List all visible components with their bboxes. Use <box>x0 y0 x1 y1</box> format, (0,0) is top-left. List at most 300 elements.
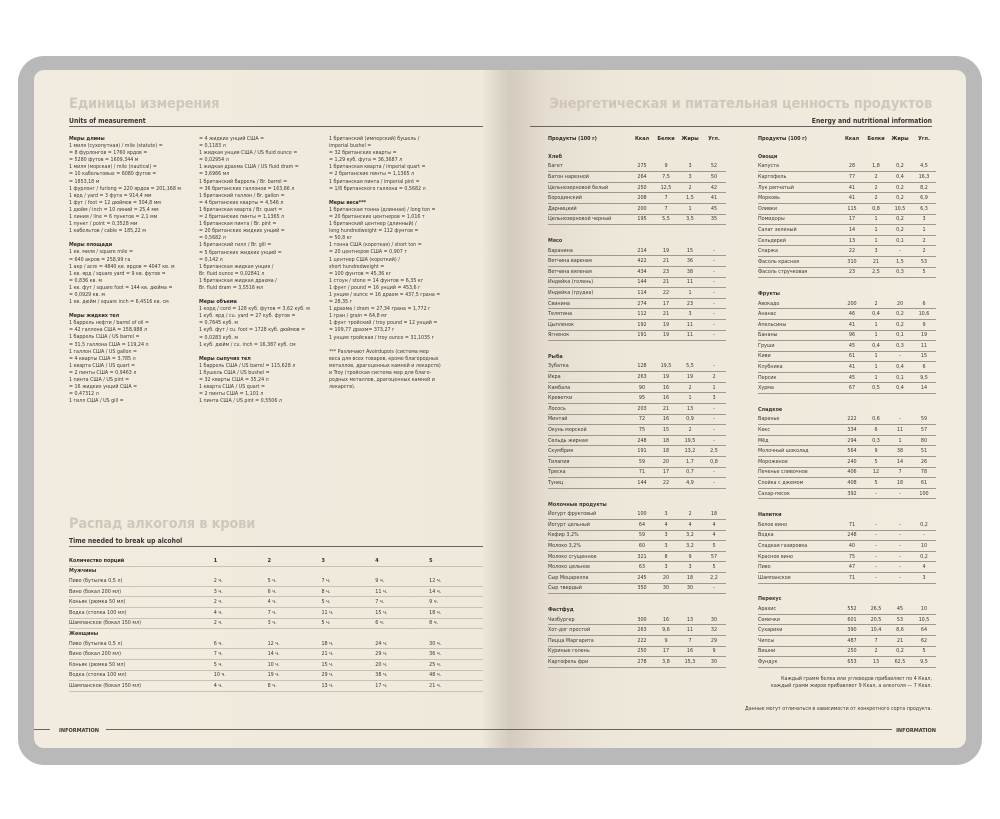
value-cell: 434 <box>630 266 654 277</box>
conversion-line: 1 британский галлон / Br. gallon = <box>199 192 285 199</box>
value-cell: 3 <box>654 509 678 519</box>
value-cell: 23 <box>678 298 702 309</box>
nutrition-table-right <box>758 130 936 668</box>
value-cell: 222 <box>840 415 864 425</box>
value-cell: 3 <box>654 530 678 541</box>
conversion-line: 1 центнер США (короткий) / <box>329 256 400 263</box>
nutrition-note <box>771 676 932 690</box>
value-cell: 20 <box>654 457 678 468</box>
value-cell: 23 <box>654 266 678 277</box>
table-row <box>548 446 726 457</box>
hours-cell: 7 ч. <box>268 607 322 618</box>
product-name: Цыпленок <box>548 319 630 330</box>
value-cell: 2 <box>702 372 726 383</box>
group-label: Рыба <box>548 353 563 360</box>
conversion-line: 1 британская пинта / Br. pint = <box>199 221 277 228</box>
hours-cell: 6 ч. <box>375 618 429 629</box>
value-cell: 200 <box>840 299 864 309</box>
product-name: Клубника <box>758 362 840 373</box>
spacer <box>69 306 209 313</box>
value-cell: 90 <box>630 382 654 393</box>
product-name: Киви <box>758 351 840 362</box>
value-cell: 38 <box>888 446 912 457</box>
value-cell: 9 <box>654 635 678 646</box>
table-row <box>69 618 483 629</box>
drink-name: Вино (бокал 200 мл) <box>69 649 214 660</box>
value-cell: 29 <box>702 635 726 646</box>
value-cell: 2 <box>912 246 936 257</box>
table-row <box>758 572 936 583</box>
conversion-line: 1 кварта США / US quart = <box>69 362 136 369</box>
value-cell: 390 <box>840 625 864 636</box>
hours-cell: 21 ч. <box>429 681 483 692</box>
value-cell: 10 <box>912 541 936 552</box>
column-header: 5 <box>429 556 483 566</box>
value-cell: - <box>702 288 726 299</box>
conversion-line: 1 кабельтов / cable = 185,22 м <box>69 228 146 235</box>
value-cell: 7 <box>678 635 702 646</box>
table-row <box>758 372 936 383</box>
table-row <box>758 299 936 309</box>
product-name: Печенье сливочное <box>758 467 840 478</box>
group-row <box>758 591 936 605</box>
hours-cell: 4 ч. <box>214 681 268 692</box>
value-cell: 392 <box>840 488 864 499</box>
conversion-line: = 0,1183 л <box>199 143 226 150</box>
product-name: Пиво <box>758 562 840 573</box>
product-name: Картофель фри <box>548 657 630 668</box>
conversion-line: = 640 акров = 258,99 га <box>69 256 131 263</box>
product-name: Йогурт цельный <box>548 520 630 531</box>
value-cell: 3 <box>702 393 726 404</box>
value-cell: 52 <box>702 162 726 172</box>
note-line-1: Каждый грамм белка или углеводов прибавляет по 4 Ккал, <box>781 676 932 682</box>
value-cell: 13 <box>678 615 702 625</box>
value-cell: 22 <box>840 246 864 257</box>
table-row <box>548 330 726 341</box>
product-name: Сладкая газировка <box>758 541 840 552</box>
value-cell: 144 <box>630 478 654 489</box>
column-header: 2 <box>268 556 322 566</box>
value-cell: 248 <box>840 530 864 541</box>
value-cell: 10 <box>912 604 936 614</box>
group-row <box>758 285 936 299</box>
value-cell: 3 <box>864 246 888 257</box>
conversion-line: 1 куб. дюйм / cu. inch = 16,387 куб. см <box>199 341 296 348</box>
table-row <box>548 414 726 425</box>
product-name: Тилапия <box>548 457 630 468</box>
table-row <box>548 625 726 636</box>
table-row <box>758 646 936 657</box>
units-title: Единицы измерения <box>69 96 220 112</box>
table-row <box>758 235 936 246</box>
units-column-3 <box>329 136 479 391</box>
value-cell: 42 <box>702 182 726 193</box>
value-cell: 0,4 <box>888 172 912 183</box>
group-row <box>548 601 726 615</box>
value-cell: 2,5 <box>702 446 726 457</box>
value-cell: 63 <box>630 562 654 573</box>
hours-cell: 48 ч. <box>429 670 483 681</box>
product-name: Свинина <box>548 298 630 309</box>
conversion-line: 1 баррель нефти / barrel of oil = <box>69 320 149 327</box>
value-cell: 41 <box>840 362 864 373</box>
value-cell: 334 <box>840 425 864 436</box>
value-cell: 248 <box>630 435 654 446</box>
table-row <box>548 362 726 372</box>
table-row <box>548 572 726 583</box>
value-cell: 9 <box>678 551 702 562</box>
value-cell: 13,2 <box>678 446 702 457</box>
product-name: Груши <box>758 341 840 352</box>
table-row <box>758 172 936 183</box>
value-cell: 3 <box>912 572 936 583</box>
conversion-line: 1 фунт / pound = 16 унций = 453,6 г <box>329 284 421 291</box>
table-row <box>758 256 936 267</box>
value-cell: - <box>864 520 888 530</box>
conversion-line: 1 британский центнер (длинный) / <box>329 221 417 228</box>
value-cell: 9,6 <box>654 625 678 636</box>
conversion-line: 1 корд / cord = 128 куб. футов = 3,62 куб. м <box>199 306 310 313</box>
value-cell: 72 <box>630 414 654 425</box>
value-cell: 3 <box>678 309 702 320</box>
value-cell: 3 <box>678 562 702 573</box>
table-row <box>758 351 936 362</box>
conversion-line: 1 британская кварта / imperial quart = <box>329 164 426 171</box>
value-cell: 19,5 <box>678 435 702 446</box>
value-cell: 3,2 <box>678 541 702 552</box>
group-spacer <box>548 594 726 602</box>
value-cell: 222 <box>630 635 654 646</box>
conversion-line: 1 миля (сухопутная) / mile (statute) = <box>69 143 163 150</box>
value-cell: 3 <box>654 541 678 552</box>
drink-name: Коньяк (рюмка 50 мл) <box>69 659 214 670</box>
table-row <box>548 203 726 214</box>
product-name: Камбала <box>548 382 630 393</box>
value-cell: 310 <box>840 256 864 267</box>
table-row <box>758 162 936 172</box>
column-header: 1 <box>214 556 268 566</box>
value-cell: 4 <box>678 520 702 531</box>
section-heading: Меры длины <box>69 136 105 142</box>
table-row <box>548 309 726 320</box>
product-name: Лосось <box>548 404 630 415</box>
conversion-line: = 109,77 драхм= 373,27 г <box>329 327 395 334</box>
hours-cell: 7 ч. <box>375 597 429 608</box>
product-name: Вишни <box>758 646 840 657</box>
table-row <box>758 225 936 236</box>
spacer-cell <box>548 341 726 349</box>
hours-cell: 30 ч. <box>429 639 483 649</box>
value-cell: - <box>702 435 726 446</box>
table-row <box>69 659 483 670</box>
value-cell: 4,5 <box>912 162 936 172</box>
table-row <box>548 509 726 519</box>
value-cell: 53 <box>912 256 936 267</box>
conversion-line: 1 унция / ounce = 16 драхм = 437,5 грана = <box>329 291 441 298</box>
value-cell: 4 <box>702 530 726 541</box>
product-name: Индейка (грудка) <box>548 288 630 299</box>
conversion-line: = 50,8 кг <box>329 235 353 242</box>
value-cell: 62 <box>912 635 936 646</box>
conversion-line: 1 гран / grain = 64,8 мг <box>329 313 388 320</box>
value-cell: 1 <box>678 288 702 299</box>
alcohol-subtitle: Time needed to break up alcohol <box>69 537 183 545</box>
table-row <box>758 309 936 320</box>
table-row <box>548 657 726 668</box>
column-header: Количество порций <box>69 556 214 566</box>
value-cell: 3 <box>912 214 936 225</box>
spacer-cell <box>548 225 726 233</box>
value-cell: 601 <box>840 614 864 625</box>
hours-cell: 8 ч. <box>268 681 322 692</box>
table-row <box>548 541 726 552</box>
units-column-2 <box>199 136 339 405</box>
product-name: Сельдерей <box>758 235 840 246</box>
table-row <box>758 362 936 373</box>
value-cell: 13 <box>864 657 888 668</box>
table-row <box>758 478 936 489</box>
value-cell: 7,5 <box>654 172 678 183</box>
table-row <box>548 467 726 478</box>
product-name: Куриные голень <box>548 646 630 657</box>
value-cell: 1,5 <box>678 193 702 204</box>
conversion-line: и Troy (тройская система мер для благо- <box>329 369 432 376</box>
value-cell: 9 <box>912 319 936 330</box>
alcohol-rule <box>69 546 483 547</box>
product-name: Сыр Моцарелла <box>548 572 630 583</box>
value-cell: 2 <box>678 382 702 393</box>
value-cell: 77 <box>840 172 864 183</box>
group-row <box>548 148 726 162</box>
hours-cell: 19 ч. <box>268 670 322 681</box>
product-name: Белое вино <box>758 520 840 530</box>
conversion-line: = 0,47312 л <box>69 391 99 398</box>
product-name: Морковь <box>758 193 840 204</box>
product-name: Зубатка <box>548 362 630 372</box>
product-name: Молоко цельное <box>548 562 630 573</box>
table-row <box>548 457 726 468</box>
table-row <box>69 607 483 618</box>
table-row <box>69 649 483 660</box>
table-row <box>758 341 936 352</box>
drink-name: Шампанское (бокал 150 мл) <box>69 681 214 692</box>
table-row <box>548 288 726 299</box>
conversion-line: = 1/8 британского галлона = 0,5682 л <box>329 185 426 192</box>
conversion-line: 1 кв. дюйм / square inch = 6,4516 кв. см <box>69 299 169 306</box>
product-name: Треска <box>548 467 630 478</box>
value-cell: - <box>912 530 936 541</box>
hours-cell: 38 ч. <box>375 670 429 681</box>
value-cell: 0,2 <box>888 214 912 225</box>
value-cell: 200 <box>630 203 654 214</box>
product-name: Спаржа <box>758 246 840 257</box>
product-name: Помидоры <box>758 214 840 225</box>
value-cell: 10,5 <box>912 614 936 625</box>
value-cell: 11 <box>888 425 912 436</box>
value-cell: - <box>864 488 888 499</box>
value-cell: 40 <box>840 541 864 552</box>
drink-name: Водка (стопка 100 мл) <box>69 607 214 618</box>
value-cell: 6 <box>912 362 936 373</box>
hours-cell: 20 ч. <box>375 659 429 670</box>
product-name: Хот-дог простой <box>548 625 630 636</box>
group-spacer <box>548 225 726 233</box>
group-row <box>548 232 726 246</box>
conversion-line: 1 куб. фут / cu. foot = 1728 куб. дюймов = <box>199 327 306 334</box>
value-cell: - <box>864 530 888 541</box>
value-cell: 11 <box>678 277 702 288</box>
table-row <box>69 597 483 608</box>
nutrition-table-left <box>548 130 726 668</box>
conversion-line: = 32 британских кварты = <box>329 150 397 157</box>
value-cell: 20 <box>654 572 678 583</box>
value-cell: 19,5 <box>654 362 678 372</box>
value-cell: 21 <box>864 256 888 267</box>
conversion-line: 1 британская кварта / Br. quart = <box>199 206 283 213</box>
value-cell: 71 <box>840 520 864 530</box>
value-cell: 21 <box>888 635 912 646</box>
value-cell: 26 <box>912 457 936 468</box>
column-header: Жиры <box>681 136 699 142</box>
product-name: Салат зеленый <box>758 225 840 236</box>
conversion-line: 1 британский (имперский) бушель / <box>329 136 420 142</box>
table-row <box>758 425 936 436</box>
product-name: Индейка (голень) <box>548 277 630 288</box>
value-cell: 14 <box>840 225 864 236</box>
conversion-line: = 10 кабельтовых = 6080 футов = <box>69 171 157 178</box>
value-cell: 406 <box>840 467 864 478</box>
table-row <box>758 457 936 468</box>
value-cell: 57 <box>912 425 936 436</box>
value-cell: 8,2 <box>912 182 936 193</box>
value-cell: 19 <box>654 372 678 383</box>
value-cell: 75 <box>630 425 654 436</box>
value-cell: - <box>702 277 726 288</box>
hours-cell: 9 ч. <box>375 576 429 586</box>
value-cell: 21 <box>654 404 678 415</box>
conversion-line: = 20 британских центнеров = 1,016 т <box>329 213 425 220</box>
value-cell: 1 <box>678 393 702 404</box>
table-row <box>758 604 936 614</box>
column-header: Продукты (100 г) <box>548 136 597 142</box>
hours-cell: 13 ч. <box>321 681 375 692</box>
group-row <box>69 566 483 576</box>
value-cell: 191 <box>630 330 654 341</box>
table-row <box>69 576 483 586</box>
table-row <box>758 614 936 625</box>
table-row <box>548 162 726 172</box>
value-cell: 16 <box>678 646 702 657</box>
value-cell: 7 <box>654 203 678 214</box>
table-row <box>548 520 726 531</box>
nutrition-title: Энергетическая и питательная ценность продуктов <box>549 96 932 112</box>
value-cell: 19 <box>912 330 936 341</box>
group-label: Мясо <box>548 237 563 244</box>
value-cell: 36 <box>678 256 702 267</box>
value-cell: 18 <box>888 478 912 489</box>
value-cell: 20,5 <box>864 614 888 625</box>
value-cell: 1 <box>864 225 888 236</box>
group-label: Молочные продукты <box>548 501 607 508</box>
conversion-line: 1 пункт / point = 0,3528 мм <box>69 221 138 228</box>
spacer <box>329 342 479 349</box>
value-cell: - <box>888 246 912 257</box>
value-cell: - <box>702 425 726 436</box>
value-cell: 18 <box>702 509 726 519</box>
value-cell: 3,8 <box>654 657 678 668</box>
value-cell: 1,8 <box>864 162 888 172</box>
table-row <box>758 551 936 562</box>
product-name: Икра <box>548 372 630 383</box>
product-name: Цельнозерновой белый <box>548 182 630 193</box>
column-header: Ккал <box>634 136 650 142</box>
hours-cell: 9 ч. <box>429 597 483 608</box>
hours-cell: 14 ч. <box>268 649 322 660</box>
table-row <box>548 404 726 415</box>
value-cell: 0,2 <box>912 551 936 562</box>
value-cell: 60 <box>630 541 654 552</box>
value-cell: 53 <box>888 614 912 625</box>
group-row <box>548 348 726 362</box>
table-row <box>548 615 726 625</box>
value-cell: 17 <box>654 467 678 478</box>
value-cell: - <box>888 572 912 583</box>
value-cell: 64 <box>630 520 654 531</box>
spacer-cell <box>758 583 936 591</box>
value-cell: 0,7 <box>678 467 702 478</box>
spacer-cell <box>758 499 936 507</box>
value-cell: 19 <box>678 372 702 383</box>
value-cell: 10,5 <box>888 203 912 214</box>
left-page <box>34 70 500 748</box>
value-cell: 75 <box>840 551 864 562</box>
conversion-line: 1 миля (морская) / mile (nautical) = <box>69 164 157 171</box>
value-cell: 11 <box>912 341 936 352</box>
value-cell: 300 <box>630 615 654 625</box>
group-row <box>548 496 726 510</box>
conversion-line: 1 кварта США / US quart = <box>199 384 266 391</box>
group-spacer <box>548 488 726 496</box>
table-row <box>548 646 726 657</box>
conversion-line: = 20 британских жидких унций = <box>199 228 285 235</box>
value-cell: 57 <box>702 551 726 562</box>
product-name: Семечки <box>758 614 840 625</box>
value-cell: 10,4 <box>864 625 888 636</box>
group-label: Сладкое <box>758 406 783 413</box>
value-cell: 9 <box>654 162 678 172</box>
product-name: Йогурт фруктовый <box>548 509 630 519</box>
value-cell: 1 <box>864 319 888 330</box>
column-header: 4 <box>375 556 429 566</box>
product-name: Фасоль стручковая <box>758 267 840 278</box>
value-cell: 5 <box>702 562 726 573</box>
column-header: Продукты (100 г) <box>758 136 807 142</box>
hours-cell: 5 ч. <box>268 576 322 586</box>
hours-cell: 25 ч. <box>429 659 483 670</box>
value-cell: 45 <box>702 203 726 214</box>
units-subtitle: Units of measurement <box>69 117 146 125</box>
conversion-line: 1 галлон США / US gallon = <box>69 348 137 355</box>
value-cell: 2 <box>864 299 888 309</box>
value-cell: 0,3 <box>864 435 888 446</box>
table-row <box>758 415 936 425</box>
table-row <box>758 214 936 225</box>
hours-cell: 6 ч. <box>214 639 268 649</box>
value-cell: 1,7 <box>678 457 702 468</box>
conversion-line: 1 унция тройская / troy ounce = 31,1035 г <box>329 334 435 341</box>
value-cell: - <box>888 551 912 562</box>
